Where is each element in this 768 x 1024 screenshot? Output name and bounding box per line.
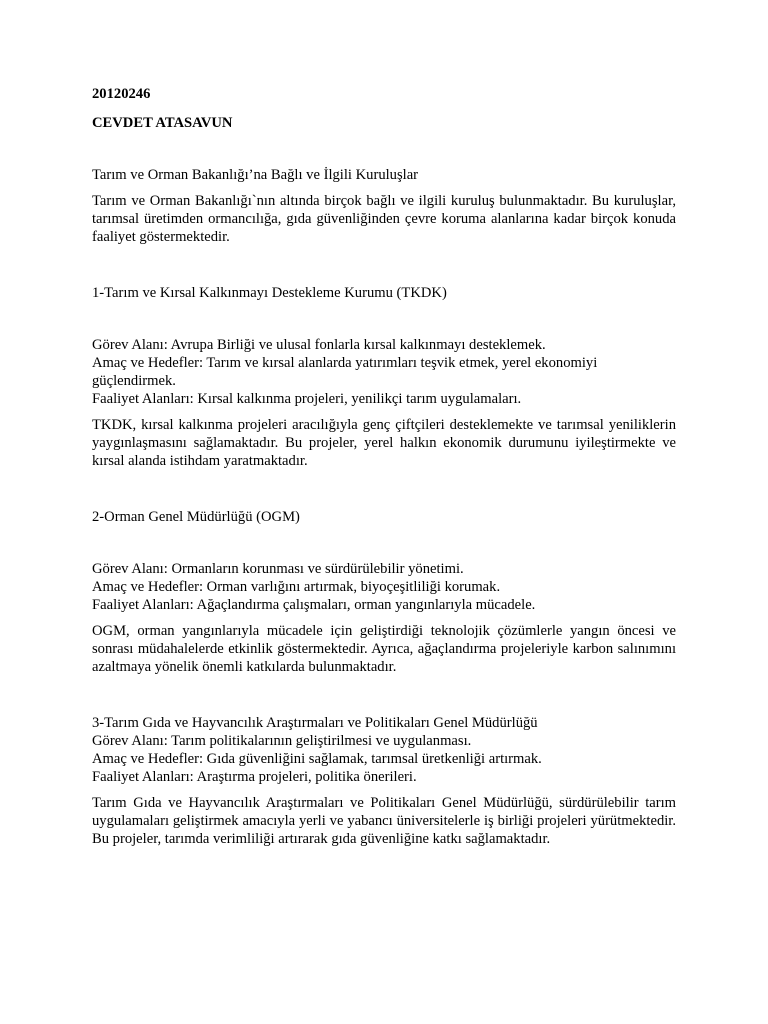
section-2-goals: Amaç ve Hedefler: Orman varlığını artırmak, biyoçeşitliliği korumak. (92, 579, 501, 595)
section-1-heading: 1-Tarım ve Kırsal Kalkınmayı Destekleme Kurumu (TKDK) (92, 285, 447, 301)
document-title: Tarım ve Orman Bakanlığı’na Bağlı ve İlgili Kuruluşlar (92, 167, 419, 183)
section-1-goals: Amaç ve Hedefler: Tarım ve kırsal alanlarda yatırımları teşvik etmek, yerel ekonomiyi güçlendirmek. (92, 355, 598, 389)
section-1-duty: Görev Alanı: Avrupa Birliği ve ulusal fonlarla kırsal kalkınmayı desteklemek. (92, 337, 546, 353)
student-id: 20120246 (92, 86, 151, 102)
student-name: CEVDET ATASAVUN (92, 115, 233, 131)
section-1-details (92, 336, 676, 408)
section-3-paragraph: Tarım Gıda ve Hayvancılık Araştırmaları ve Politikaları Genel Müdürlüğü, sürdürülebilir tarım uygulamaları geliştirmek amacıyla yerli ve yabancı üniversitelerle iş birliği projeleri yürütmektedir. Bu projeler, tarımda verimliliği artırarak gıda güvenliğine katkı sağlamaktadır. (92, 795, 676, 847)
section-3-details (92, 732, 676, 786)
section-2-duty: Görev Alanı: Ormanların korunması ve sürdürülebilir yönetimi. (92, 561, 464, 577)
section-3-heading: 3-Tarım Gıda ve Hayvancılık Araştırmaları ve Politikaları Genel Müdürlüğü (92, 715, 538, 731)
document-page (92, 85, 676, 848)
section-3-goals: Amaç ve Hedefler: Gıda güvenliğini sağlamak, tarımsal üretkenliği artırmak. (92, 751, 542, 767)
intro-paragraph: Tarım ve Orman Bakanlığı`nın altında birçok bağlı ve ilgili kuruluş bulunmaktadır. Bu kuruluşlar, tarımsal üretimden ormancılığa, gıda güvenliğinden çevre koruma alanlarına kadar birçok konuda faaliyet göstermektedir. (92, 193, 676, 245)
section-2-heading: 2-Orman Genel Müdürlüğü (OGM) (92, 509, 300, 525)
section-1-activities: Faaliyet Alanları: Kırsal kalkınma projeleri, yenilikçi tarım uygulamaları. (92, 391, 522, 407)
section-1-paragraph: TKDK, kırsal kalkınma projeleri aracılığıyla genç çiftçileri desteklemekte ve tarımsal yeniliklerin yaygınlaşmasını sağlamaktadır. Bu projeler, yerel halkın ekonomik durumunu iyileştirmekte ve kırsal alanda istihdam yaratmaktadır. (92, 417, 676, 469)
section-3-duty: Görev Alanı: Tarım politikalarının geliştirilmesi ve uygulanması. (92, 733, 472, 749)
section-3-activities: Faaliyet Alanları: Araştırma projeleri, politika önerileri. (92, 769, 417, 785)
section-2-paragraph: OGM, orman yangınlarıyla mücadele için geliştirdiği teknolojik çözümlerle yangın öncesi ve sonrası müdahalelerde etkinlik göstermektedir. Ayrıca, ağaçlandırma projeleriyle karbon salınımını azaltmaya yönelik önemli katkılarda bulunmaktadır. (92, 623, 676, 675)
section-2-details (92, 560, 676, 614)
section-2-activities: Faaliyet Alanları: Ağaçlandırma çalışmaları, orman yangınlarıyla mücadele. (92, 597, 536, 613)
